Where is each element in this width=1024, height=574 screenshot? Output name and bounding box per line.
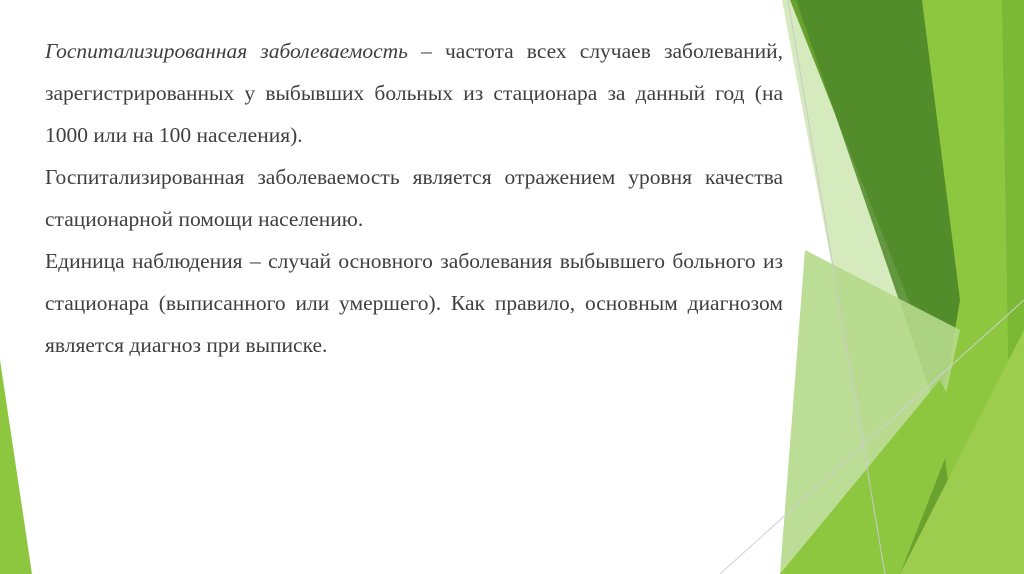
- paragraph-definition: [45, 30, 783, 156]
- left-green-sliver: [0, 360, 32, 574]
- slide-text: [45, 30, 783, 366]
- term-hospitalized-morbidity: Госпитализированная заболеваемость: [45, 39, 408, 63]
- paragraph-observation-unit: Единица наблюдения – случай основного заболевания выбывшего больного из стационара (выписанного или умершего). Как правило, основным диагнозом является диагноз при выписке.: [45, 249, 783, 357]
- definition-text: – частота всех случаев заболеваний, зарегистрированных у выбывших больных из стационара за данный год (на 1000 или на 100 населения).: [45, 39, 784, 147]
- paragraph-quality: Госпитализированная заболеваемость является отражением уровня качества стационарной помощи населению.: [45, 165, 783, 231]
